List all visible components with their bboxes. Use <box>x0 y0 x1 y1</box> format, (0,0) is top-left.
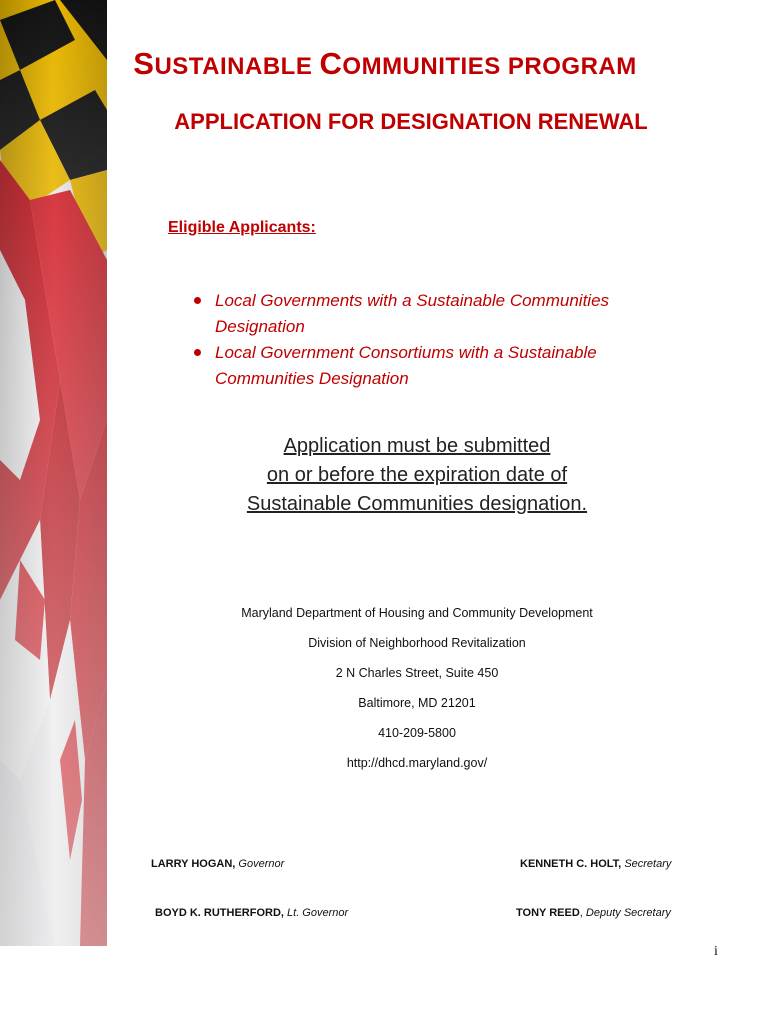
city-state-zip: Baltimore, MD 21201 <box>358 696 476 710</box>
phone-number: 410-209-5800 <box>378 726 456 740</box>
notice-line: Sustainable Communities designation. <box>246 493 588 515</box>
list-item <box>191 288 661 340</box>
official-title: Secretary <box>624 858 672 870</box>
list-item <box>191 340 661 392</box>
official-name: BOYD K. RUTHERFORD, <box>155 907 284 919</box>
bullet-icon <box>194 349 201 356</box>
title-part-sustainable: USTAINABLE <box>154 53 320 80</box>
maryland-flag-image <box>0 0 107 946</box>
official-title: Deputy Secretary <box>585 907 671 919</box>
official-deputy-secretary: TONY REED, Deputy Secretary <box>516 907 671 919</box>
eligible-applicants-heading: Eligible Applicants: <box>168 219 316 236</box>
title-initial-c: C <box>319 46 343 81</box>
list-item-text: Local Government Consortiums with a Sustainable Communities Designation <box>215 343 597 388</box>
official-name: LARRY HOGAN, <box>151 858 236 870</box>
official-title: Lt. Governor <box>287 907 349 919</box>
street-address: 2 N Charles Street, Suite 450 <box>335 666 499 680</box>
department-name: Maryland Department of Housing and Community Development <box>241 606 593 620</box>
notice-line: Application must be submitted <box>283 435 551 457</box>
submission-notice <box>107 432 727 519</box>
page-number: i <box>714 944 718 959</box>
official-lt-governor <box>155 907 348 919</box>
title-initial-s: S <box>133 46 155 81</box>
official-title: Governor <box>238 858 285 870</box>
official-name: KENNETH C. HOLT, <box>520 858 622 870</box>
program-title <box>0 46 770 82</box>
official-governor <box>151 858 284 870</box>
eligible-applicants-list <box>191 288 661 392</box>
department-address <box>107 603 727 783</box>
bullet-icon <box>194 297 201 304</box>
list-item-text: Local Governments with a Sustainable Communities Designation <box>215 291 610 336</box>
website-link[interactable]: http://dhcd.maryland.gov/ <box>346 756 488 770</box>
division-name: Division of Neighborhood Revitalization <box>308 636 526 650</box>
official-name: TONY REED <box>516 907 580 919</box>
application-subtitle: APPLICATION FOR DESIGNATION RENEWAL <box>174 109 648 134</box>
official-secretary <box>520 858 671 870</box>
notice-line: on or before the expiration date of <box>266 464 568 486</box>
title-part-communities: OMMUNITIES PROGRAM <box>342 53 637 80</box>
